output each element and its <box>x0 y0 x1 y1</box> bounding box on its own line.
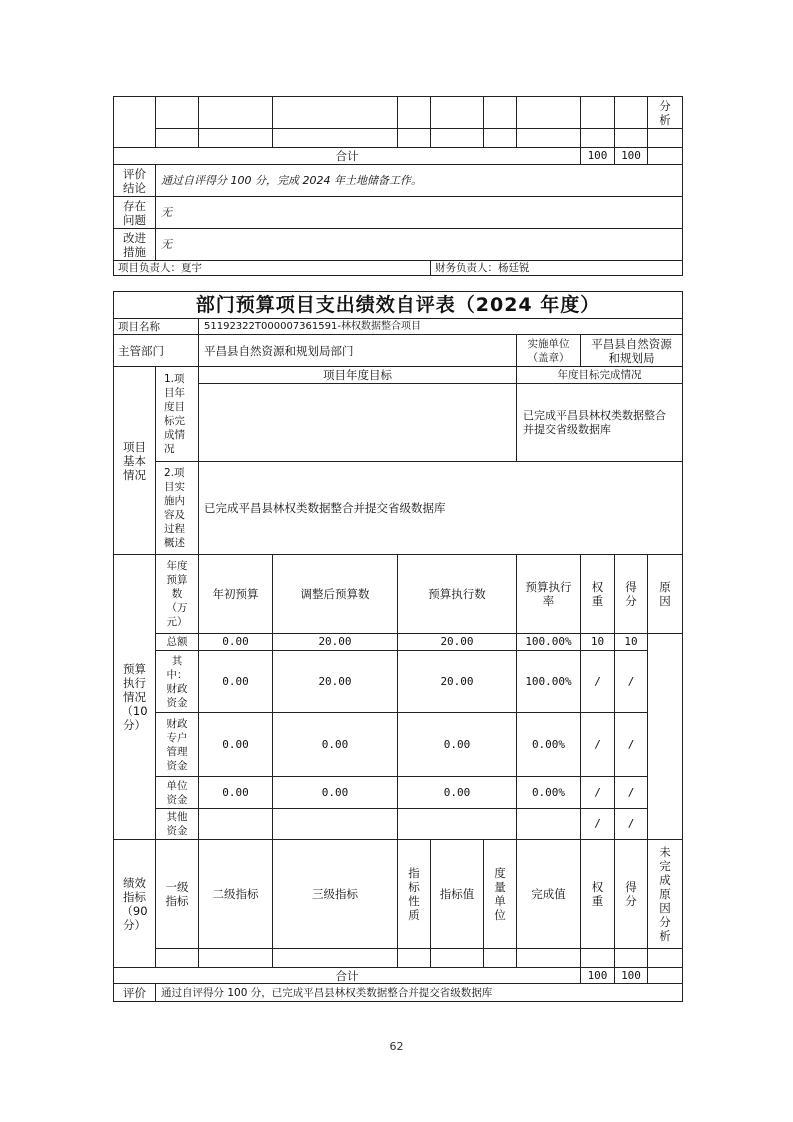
budget-row-weight: / <box>580 808 615 840</box>
project-name-value: 51192322T000007361591-林权数据整合项目 <box>198 318 683 335</box>
prev-improve-label: 改进措施 <box>113 228 156 261</box>
perf-cell <box>647 948 683 968</box>
perf-indicators-label: 绩效指标（90分） <box>113 839 156 968</box>
budget-row-executed: 0.00 <box>397 712 517 777</box>
budget-row-label: 单位资金 <box>155 776 199 809</box>
budget-row-rate: 100.00% <box>516 650 581 713</box>
prev-cell <box>397 128 431 148</box>
budget-row-adjusted: 20.00 <box>272 633 398 651</box>
prev-total-score: 100 <box>614 147 648 165</box>
goal-completion-label: 1.项目年度目标完成情况 <box>155 366 199 462</box>
prev-cell <box>272 128 398 148</box>
prev-finance-lead: 财务负责人：杨廷锐 <box>430 260 683 276</box>
perf-cell <box>272 948 398 968</box>
budget-row-label: 其中：财政资金 <box>155 650 199 713</box>
budget-annual-header: 年度预算数（万元） <box>155 554 199 634</box>
prev-cell <box>516 96 581 129</box>
prev-cell <box>483 96 517 129</box>
prev-issues-label: 存在问题 <box>113 196 156 229</box>
budget-row-rate: 0.00% <box>516 776 581 809</box>
budget-row-executed: 20.00 <box>397 633 517 651</box>
impl-unit-value: 平昌县自然资源和规划局 <box>580 334 683 367</box>
prev-cell <box>430 128 484 148</box>
impl-overview-label: 2.项目实施内容及过程概述 <box>155 461 199 555</box>
total-reason <box>647 967 683 984</box>
budget-executed-header: 预算执行数 <box>397 554 517 634</box>
budget-row-score: / <box>614 712 648 777</box>
budget-row-initial: 0.00 <box>198 650 273 713</box>
budget-row-weight: / <box>580 776 615 809</box>
budget-row-initial: 0.00 <box>198 633 273 651</box>
perf-cell <box>516 948 581 968</box>
budget-rate-header: 预算执行率 <box>516 554 581 634</box>
perf-level1-header: 一级指标 <box>155 839 199 949</box>
prev-conclusion-label: 评价结论 <box>113 164 156 197</box>
budget-row-adjusted: 0.00 <box>272 776 398 809</box>
budget-row-weight: / <box>580 712 615 777</box>
prev-cell <box>647 128 683 148</box>
budget-row-executed: 20.00 <box>397 650 517 713</box>
prev-cell <box>198 128 273 148</box>
dept-label: 主管部门 <box>113 334 199 367</box>
impl-unit-label: 实施单位（盖章） <box>516 334 581 367</box>
prev-project-lead: 项目负责人：夏宇 <box>113 260 431 276</box>
total-score: 100 <box>614 967 648 984</box>
budget-row-score: / <box>614 776 648 809</box>
prev-cell <box>483 128 517 148</box>
eval-label: 评价 <box>113 983 156 1002</box>
prev-cell <box>430 96 484 129</box>
budget-row-initial: 0.00 <box>198 776 273 809</box>
impl-overview-value: 已完成平昌县林权类数据整合并提交省级数据库 <box>198 461 683 555</box>
budget-row-adjusted <box>272 808 398 840</box>
prev-cell <box>397 96 431 129</box>
budget-weight-header: 权重 <box>580 554 615 634</box>
perf-cell <box>198 948 273 968</box>
prev-total-label: 合计 <box>113 147 581 165</box>
eval-text: 通过自评得分 100 分，已完成平昌县林权类数据整合并提交省级数据库 <box>155 983 683 1002</box>
perf-weight-header: 权重 <box>580 839 615 949</box>
prev-issues-text: 无 <box>155 196 683 229</box>
annual-goal-header: 项目年度目标 <box>198 366 517 384</box>
annual-goal-value <box>198 383 517 462</box>
page-number: 62 <box>389 1040 404 1053</box>
prev-cell <box>614 128 648 148</box>
table-title: 部门预算项目支出绩效自评表（2024 年度） <box>113 291 683 319</box>
budget-row-score: / <box>614 650 648 713</box>
completion-header: 年度目标完成情况 <box>516 366 683 384</box>
perf-value-header: 指标值 <box>430 839 484 949</box>
prev-improve-text: 无 <box>155 228 683 261</box>
budget-row-weight: 10 <box>580 633 615 651</box>
budget-row-weight: / <box>580 650 615 713</box>
budget-row-executed <box>397 808 517 840</box>
prev-cell <box>580 96 615 129</box>
prev-cell <box>580 128 615 148</box>
budget-reason-header: 原因 <box>647 554 683 634</box>
prev-perf-label-cell <box>113 96 156 148</box>
budget-row-rate: 0.00% <box>516 712 581 777</box>
perf-unit-header: 度量单位 <box>483 839 517 949</box>
dept-value: 平昌县自然资源和规划局部门 <box>198 334 517 367</box>
total-weight: 100 <box>580 967 615 984</box>
budget-row-label: 总额 <box>155 633 199 651</box>
basic-situation-label: 项目基本情况 <box>113 366 156 555</box>
perf-score-header: 得分 <box>614 839 648 949</box>
prev-reason-header-tail: 分析 <box>647 96 683 129</box>
budget-adjusted-header: 调整后预算数 <box>272 554 398 634</box>
budget-row-score: 10 <box>614 633 648 651</box>
budget-row-score: / <box>614 808 648 840</box>
budget-exec-label: 预算执行情况（10分） <box>113 554 156 840</box>
budget-row-initial: 0.00 <box>198 712 273 777</box>
perf-cell <box>483 948 517 968</box>
prev-cell <box>155 96 199 129</box>
prev-total-reason <box>647 147 683 165</box>
prev-cell <box>155 128 199 148</box>
budget-row-adjusted: 0.00 <box>272 712 398 777</box>
perf-level3-header: 三级指标 <box>272 839 398 949</box>
prev-conclusion-text: 通过自评得分 100 分，完成 2024 年土地储备工作。 <box>155 164 683 197</box>
budget-row-adjusted: 20.00 <box>272 650 398 713</box>
perf-cell <box>430 948 484 968</box>
perf-cell <box>580 948 615 968</box>
perf-reason-header: 未完成原因分析 <box>647 839 683 949</box>
perf-cell <box>155 948 199 968</box>
budget-score-header: 得分 <box>614 554 648 634</box>
budget-row-rate <box>516 808 581 840</box>
perf-cell <box>397 948 431 968</box>
budget-row-label: 财政专户管理资金 <box>155 712 199 777</box>
prev-cell <box>272 96 398 129</box>
perf-nature-header: 指标性质 <box>397 839 431 949</box>
perf-cell <box>614 948 648 968</box>
project-name-label: 项目名称 <box>113 318 199 335</box>
perf-level2-header: 二级指标 <box>198 839 273 949</box>
prev-total-weight: 100 <box>580 147 615 165</box>
budget-reason-value <box>647 633 683 840</box>
perf-done-header: 完成值 <box>516 839 581 949</box>
budget-initial-header: 年初预算 <box>198 554 273 634</box>
prev-cell <box>516 128 581 148</box>
budget-row-rate: 100.00% <box>516 633 581 651</box>
budget-row-executed: 0.00 <box>397 776 517 809</box>
prev-cell <box>198 96 273 129</box>
budget-row-label: 其他资金 <box>155 808 199 840</box>
budget-row-initial <box>198 808 273 840</box>
total-label: 合计 <box>113 967 581 984</box>
completion-value: 已完成平昌县林权类数据整合并提交省级数据库 <box>516 383 683 462</box>
prev-cell <box>614 96 648 129</box>
